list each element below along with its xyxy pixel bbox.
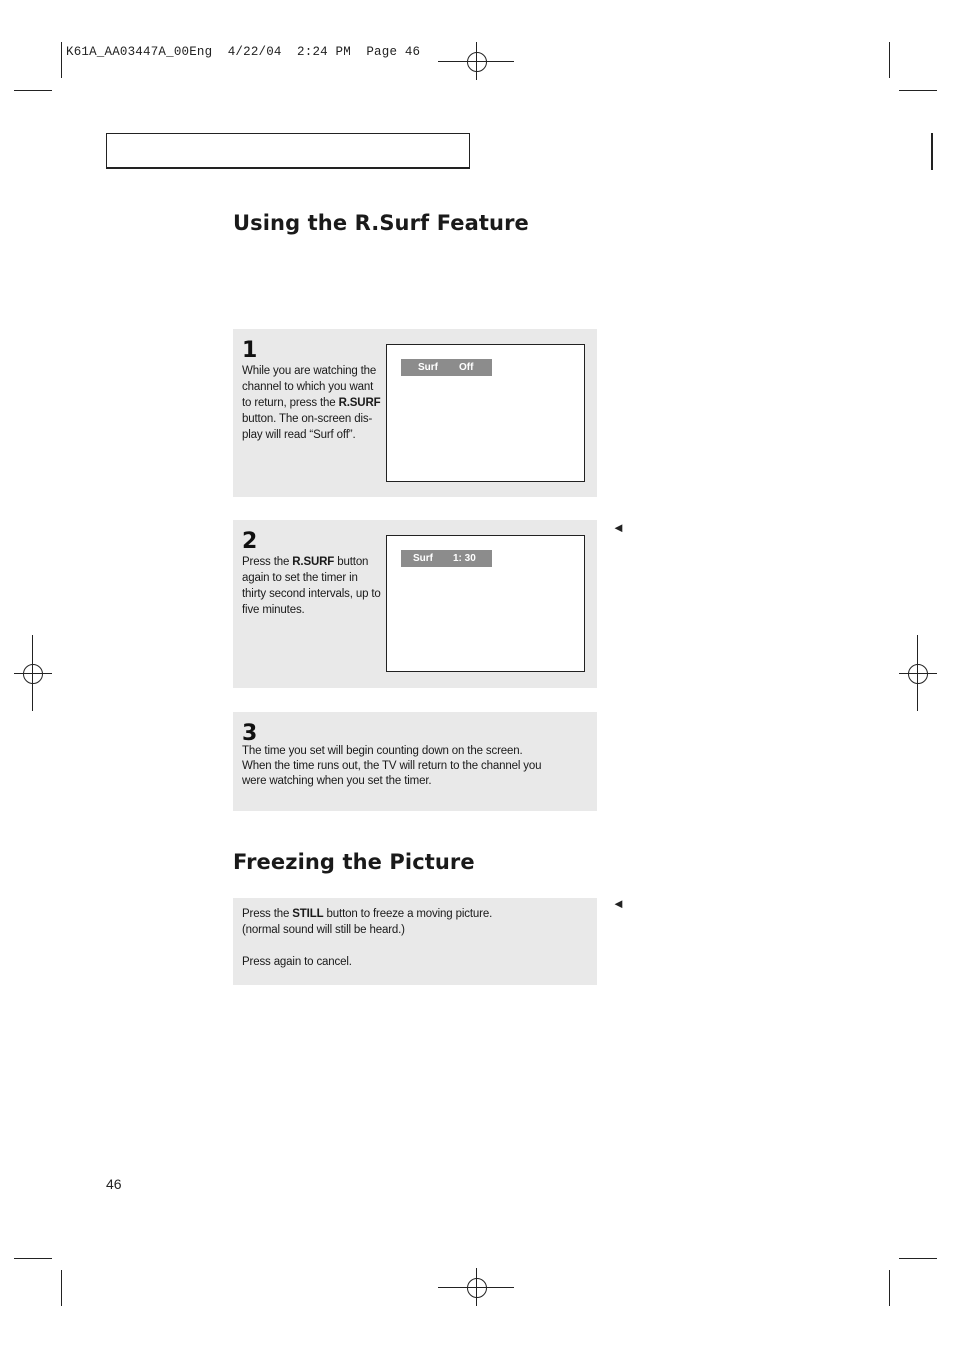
step-number: 2	[242, 529, 258, 554]
section-title-rsurf: Using the R.Surf Feature	[233, 211, 529, 235]
freeze-panel	[233, 898, 597, 985]
tv-screen	[386, 344, 585, 482]
print-slug: K61A_AA03447A_00Eng 4/22/04 2:24 PM Page 46	[66, 45, 421, 59]
osd-surf-display	[401, 550, 492, 567]
note-arrow-icon: ◄	[612, 520, 625, 535]
section-title-freezing: Freezing the Picture	[233, 850, 475, 874]
osd-label: Surf	[413, 553, 433, 564]
step-2-text: Press the R.SURF button again to set the timer in thirty second intervals, up to five minutes.	[242, 556, 381, 616]
header-tick	[931, 133, 933, 170]
osd-surf-display	[401, 359, 492, 376]
header-box	[106, 133, 470, 169]
osd-label: Surf	[418, 362, 438, 373]
freeze-text: Press the STILL button to freeze a moving picture. (normal sound will still be heard.) Press again to cancel.	[242, 908, 493, 968]
step-number: 3	[242, 721, 258, 746]
step-3-panel	[233, 712, 597, 811]
note-arrow-icon: ◄	[612, 896, 625, 911]
step-number: 1	[242, 338, 258, 363]
tv-screen	[386, 535, 585, 672]
osd-value: Off	[459, 362, 474, 373]
osd-value: 1: 30	[453, 553, 476, 564]
step-1-panel	[233, 329, 597, 497]
step-3-text: The time you set will begin counting down on the screen. When the time runs out, the TV will return to the channel you were watching when you set the timer.	[242, 745, 542, 787]
page-number: 46	[106, 1176, 122, 1192]
step-2-panel	[233, 520, 597, 688]
step-1-text: While you are watching the channel to which you want to return, press the R.SURF button. The on-screen dis-play will read “Surf off”.	[242, 365, 381, 441]
